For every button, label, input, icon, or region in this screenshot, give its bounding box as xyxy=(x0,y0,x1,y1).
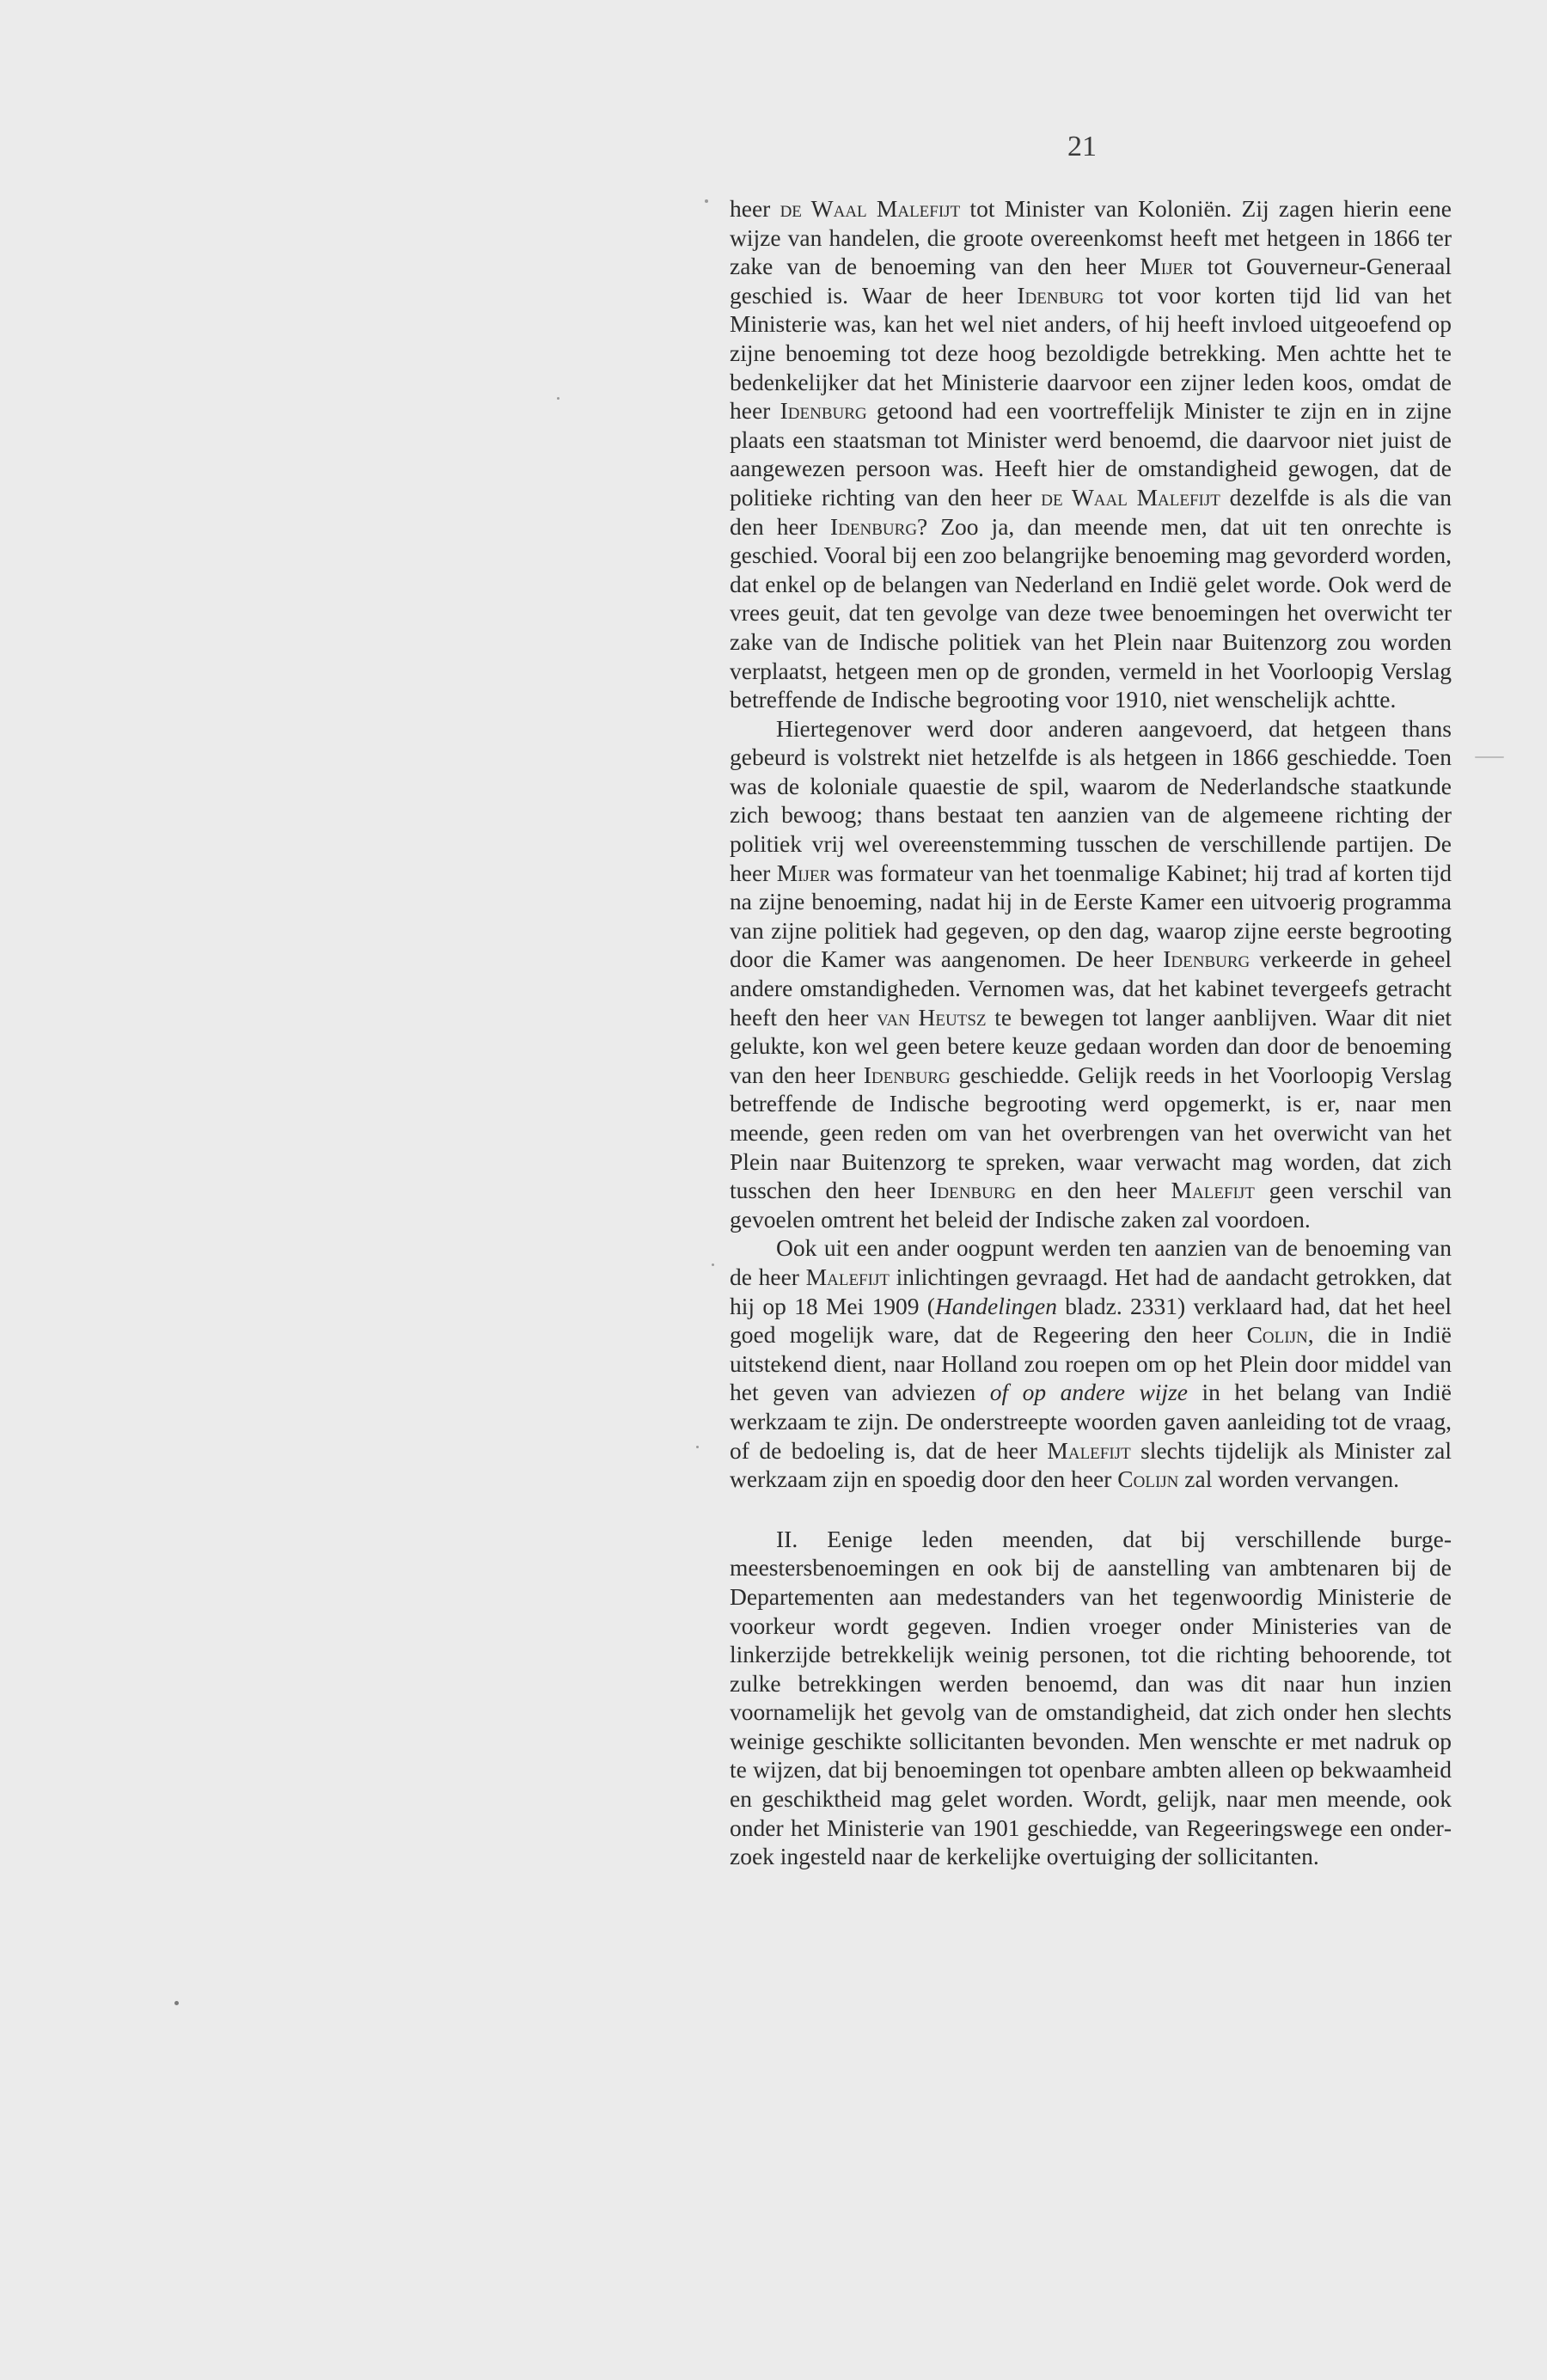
proper-name: Colijn xyxy=(1117,1465,1179,1493)
proper-name: Mijer xyxy=(776,859,831,886)
text-run: ? Zoo ja, dan meende men, dat uit ten onrechte is geschied. Vooral bij een zoo belangrijke benoeming mag gevorderd worden, dat enkel op de belangen van Nederland en Indië gelet worde. Ook werd de vrees geuit, dat ten gevolge van deze twee benoemingen het overwicht ter zake van de Indische politiek van het Plein naar Buitenzorg zou worden verplaatst, hetgeen men op de gronden, vermeld in het Voorloopig Verslag betreffende de Indische begrooting voor 1910, niet wenschelijk achtte. xyxy=(730,512,1452,713)
text-run: Hiertegenover werd door anderen aangevoerd, dat hetgeen thans gebeurd is volstrekt niet hetzelfde is als hetgeen in 1866 geschiedde. Toen was de koloniale quaestie de spil, waarom de Nederlandsche staatkunde zich bewoog; thans bestaat ten aanzien van de algemeene richting der politiek vrij wel overeenstemming tusschen de verschillende partijen. De heer xyxy=(730,714,1452,886)
proper-name: Idenburg xyxy=(780,397,867,425)
paragraph xyxy=(730,1233,1452,1493)
italic-text: of op andere wijze xyxy=(989,1379,1188,1406)
proper-name: Colijn xyxy=(1246,1321,1308,1349)
paragraph xyxy=(730,1525,1452,1871)
proper-name: Idenburg xyxy=(929,1177,1017,1204)
proper-name: Malefijt xyxy=(1047,1436,1131,1464)
body-text xyxy=(730,194,1452,1871)
proper-name: Idenburg xyxy=(1163,945,1250,973)
text-run: heer xyxy=(730,195,780,222)
text-run: in het belang van Indië werkzaam te zijn. De onderstreepte woorden gaven aanleiding tot de vraag, of de bedoeling is, dat de heer xyxy=(730,1379,1452,1464)
text-run: zal worden vervangen. xyxy=(1178,1465,1399,1493)
proper-name: Idenburg xyxy=(1017,281,1104,309)
page-number: 21 xyxy=(1067,131,1097,162)
text-run: bladz. 2331) verklaard had, dat het heel goed mogelijk ware, dat de Regeering den heer xyxy=(730,1292,1452,1349)
proper-name: de Waal Malefijt xyxy=(780,195,961,222)
text-run: geschiedde. Gelijk reeds in het Voorloopig Verslag betreffende de Indische begrooting werd opgemerkt, is er, naar men meende, geen reden om van het overbrengen van het overwicht van het Plein naar Buitenzorg te spreken, waar verwacht mag worden, dat zich tusschen den heer xyxy=(730,1061,1452,1204)
text-run: inlichtingen gevraagd. Het had de aandacht getrokken, dat hij op 18 Mei 1909 ( xyxy=(730,1263,1452,1319)
text-run: dezelfde is als die van den heer xyxy=(730,483,1452,540)
italic-text: Handelingen xyxy=(934,1292,1057,1319)
section-gap xyxy=(730,1494,1452,1525)
text-run: tot Minister van Koloniën. Zij zagen hierin eene wijze van handelen, die groote overeenkomst heeft met hetgeen in 1866 ter zake van de benoeming van den heer xyxy=(730,195,1452,280)
proper-name: Idenburg xyxy=(863,1061,951,1088)
text-run: en den heer xyxy=(1016,1177,1171,1204)
text-run: te bewegen tot langer aanblijven. Waar dit niet gelukte, kon wel geen betere keuze gedaan worden dan door de benoeming van den heer xyxy=(730,1003,1452,1088)
paragraph xyxy=(730,714,1452,1234)
text-run: Ook uit een ander oogpunt werden ten aanzien van de benoeming van de heer xyxy=(730,1234,1452,1290)
text-run: II. Eenige leden meenden, dat bij verschillende burgemeestersbenoemingen en ook bij de aanstelling van ambtenaren bij de Departementen aan medestanders van het tegenwoordig Ministerie de voorkeur wordt gegeven. Indien vroeger onder Ministeries van de linkerzijde betrekkelijk weinig personen, tot die richting behoorende, tot zulke betrekkingen werden benoemd, dan was dit naar hun inzien voornamelijk het gevolg van de omstandigheid, dat zich onder hen slechts weinige geschikte sollicitanten bevonden. Men wenschte er met nadruk op te wijzen, dat bij benoemingen tot openbare ambten alleen op bekwaamheid en geschiktheid mag gelet worden. Wordt, gelijk, naar men meende, ook onder het Ministerie van 1901 geschiedde, van Regeeringswege een onderzoek ingesteld naar de kerkelijke overtuiging der sollicitanten. xyxy=(730,1525,1452,1870)
proper-name: de Waal Malefijt xyxy=(1041,483,1220,511)
proper-name: Mijer xyxy=(1140,253,1194,280)
text-run: , die in Indië uitstekend dient, naar Holland zou roepen om op het Plein door middel van het geven van adviezen xyxy=(730,1321,1452,1406)
text-run: geen verschil van gevoelen omtrent het beleid der Indische zaken zal voordoen. xyxy=(730,1177,1452,1233)
paragraph xyxy=(730,194,1452,714)
text-run: tot voor korten tijd lid van het Ministerie was, kan het wel niet anders, of hij heeft invloed uitgeoefend op zijne benoeming tot deze hoog bezoldigde betrekking. Men achtte het te bedenkelijker dat het Ministerie daarvoor een zijner leden koos, omdat de heer xyxy=(730,281,1452,425)
text-run: slechts tijdelijk als Minister zal werkzaam zijn en spoedig door den heer xyxy=(730,1436,1452,1493)
proper-name: van Heutsz xyxy=(877,1003,987,1031)
proper-name: Malefijt xyxy=(1171,1177,1255,1204)
text-run: verkeerde in geheel andere omstandigheden. Vernomen was, dat het kabinet tevergeefs getracht heeft den heer xyxy=(730,945,1452,1031)
text-run: getoond had een voortreffelijk Minister te zijn en in zijne plaats een staatsman tot Minister werd benoemd, die daarvoor niet juist de aangewezen persoon was. Heeft hier de omstandigheid gewogen, dat de politieke richting van den heer xyxy=(730,397,1452,511)
proper-name: Idenburg xyxy=(830,512,918,540)
text-run: was formateur van het toenmalige Kabinet; hij trad af korten tijd na zijne benoeming, nadat hij in de Eerste Kamer een uitvoerig programma van zijne politiek had gegeven, op den dag, waarop zijne eerste begrooting door die Kamer was aangenomen. De heer xyxy=(730,859,1452,973)
proper-name: Malefijt xyxy=(805,1263,890,1290)
text-run: tot Gouverneur-Generaal geschied is. Waar de heer xyxy=(730,253,1452,309)
